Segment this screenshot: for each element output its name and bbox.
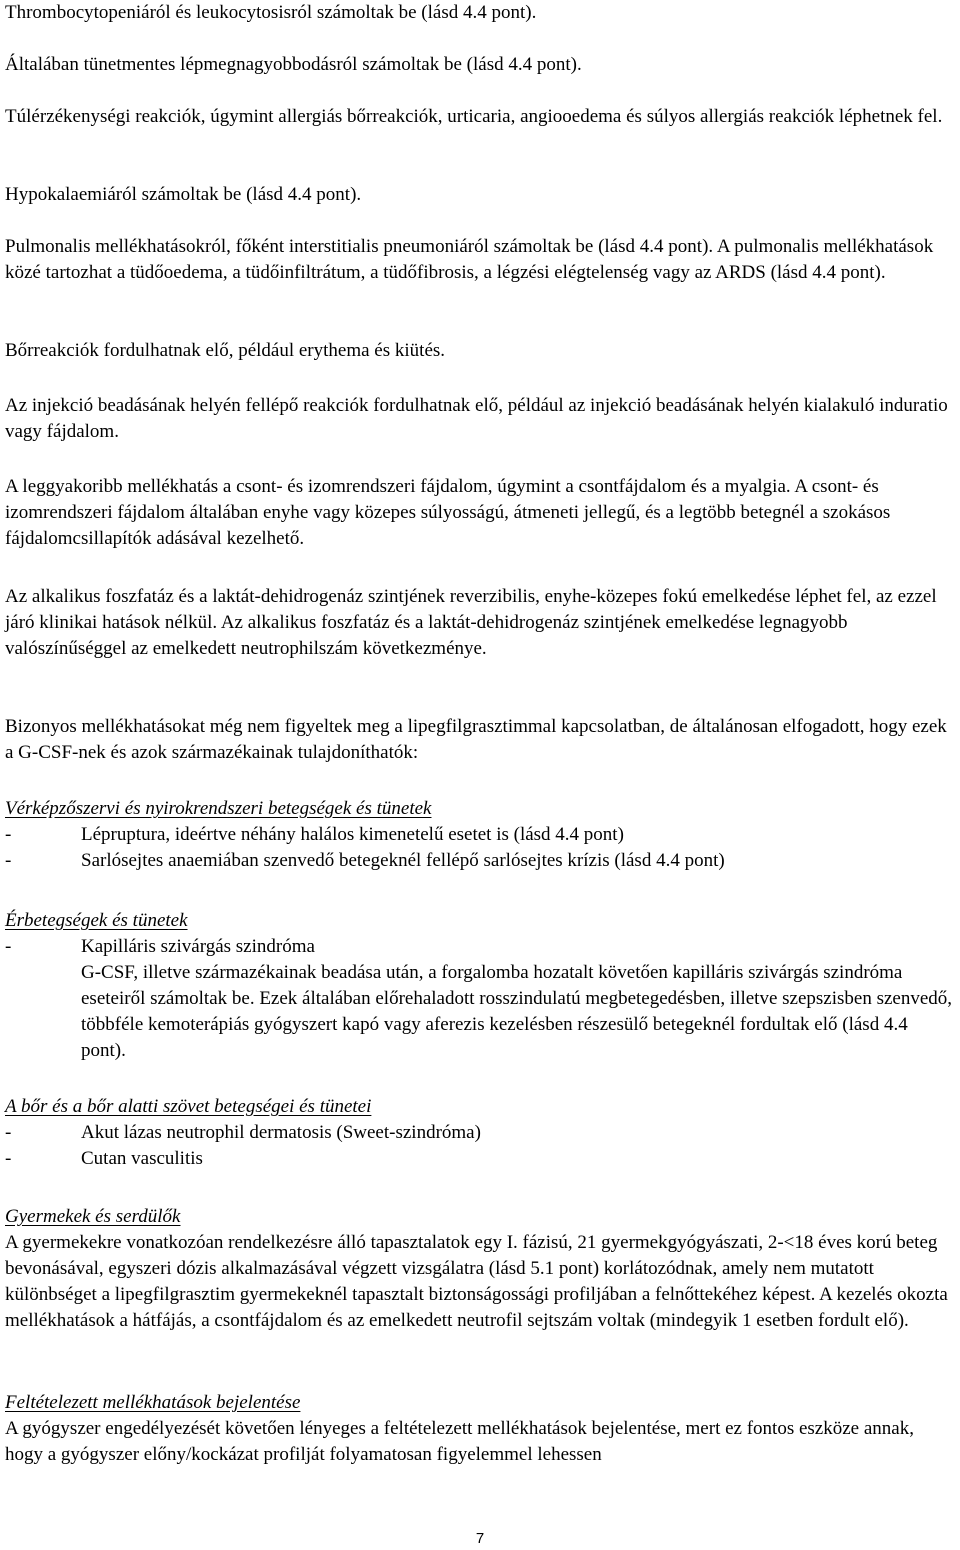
section-heading-reporting: Feltételezett mellékhatások bejelentése (5, 1392, 301, 1413)
section-heading-skin: A bőr és a bőr alatti szövet betegségei és tünetei (5, 1096, 372, 1117)
list-item (5, 822, 955, 848)
paragraph-musculoskeletal: A leggyakoribb mellékhatás a csont- és izomrendszeri fájdalom, úgymint a csontfájdalom és a myalgia. A csont- és izomrendszeri fájdalom általában enyhe vagy közepes súlyosságú, átmeneti jellegű, és a legtöbb betegnél a szokásos fájdalomcsillapítók adásával kezelhető. (5, 476, 891, 549)
paragraph-hypokalaemia: Hypokalaemiáról számoltak be (lásd 4.4 pont). (5, 184, 362, 205)
list-item-text: Lépruptura, ideértve néhány halálos kimenetelű esetet is (lásd 4.4 pont) (81, 824, 624, 845)
bullet-dash: - (5, 850, 12, 871)
paragraph-gcsf-effects: Bizonyos mellékhatásokat még nem figyeltek meg a lipegfilgrasztimmal kapcsolatban, de általánosan elfogadott, hogy ezek a G-CSF-nek és azok származékainak tulajdoníthatók: (5, 716, 947, 763)
paragraph-injection-site: Az injekció beadásának helyén fellépő reakciók fordulhatnak elő, például az injekció beadásának helyén kialakuló induratio vagy fájdalom. (5, 395, 948, 442)
section-heading-blood: Vérképzőszervi és nyirokrendszeri betegségek és tünetek (5, 798, 432, 819)
list-item (5, 1146, 955, 1172)
list-item (5, 1120, 955, 1146)
list-item (5, 934, 955, 960)
list-item (5, 848, 955, 874)
paragraph-pulmonary: Pulmonalis mellékhatásokról, főként interstitialis pneumoniáról számoltak be (lásd 4.4 pont). A pulmonalis mellékhatások közé tartozhat a tüdőoedema, a tüdőinfiltrátum, a tüdőfibrosis, a légzési elégtelenség vagy az ARDS (lásd 4.4 pont). (5, 236, 934, 283)
list-item-text: Akut lázas neutrophil dermatosis (Sweet-szindróma) (81, 1122, 481, 1143)
paragraph-hypersensitivity: Túlérzékenységi reakciók, úgymint allergiás bőrreakciók, urticaria, angiooedema és súlyos allergiás reakciók léphetnek fel. (5, 106, 943, 127)
paragraph-splenomegaly: Általában tünetmentes lépmegnagyobbodásról számoltak be (lásd 4.4 pont). (5, 54, 582, 75)
paragraph-reporting: A gyógyszer engedélyezését követően lényeges a feltételezett mellékhatások bejelentése, mert ez fontos eszköze annak, hogy a gyógyszer előny/kockázat profilját folyamatosan figyelemmel lehessen (5, 1418, 914, 1465)
page-number: 7 (475, 1530, 485, 1547)
bullet-dash: - (5, 824, 12, 845)
paragraph-skin-reactions: Bőrreakciók fordulhatnak elő, például erythema és kiütés. (5, 340, 446, 361)
bullet-dash: - (5, 936, 12, 957)
bullet-dash: - (5, 1148, 12, 1169)
paragraph-alkaline-phosphatase: Az alkalikus foszfatáz és a laktát-dehidrogenáz szintjének reverzibilis, enyhe-közepes fokú emelkedése léphet fel, az ezzel járó klinikai hatások nélkül. Az alkalikus foszfatáz és a laktát-dehidrogenáz szintjének emelkedése legnagyobb valószínűséggel az emelkedett neutrophilszám következménye. (5, 586, 937, 659)
bullet-dash: - (5, 1122, 12, 1143)
list-item-text: Kapilláris szivárgás szindróma (81, 936, 315, 957)
list-item-text: Sarlósejtes anaemiában szenvedő betegeknél fellépő sarlósejtes krízis (lásd 4.4 pont) (81, 850, 725, 871)
list-item-text: Cutan vasculitis (81, 1148, 203, 1169)
section-heading-pediatric: Gyermekek és serdülők (5, 1206, 181, 1227)
paragraph-pediatric: A gyermekekre vonatkozóan rendelkezésre álló tapasztalatok egy I. fázisú, 21 gyermekgyógyászati, 2-<18 éves korú beteg bevonásával, egyszeri dózis alkalmazásával végzett vizsgálatra (lásd 5.1 pont) korlátozódnak, amely nem mutatott különbséget a lipegfilgrasztim gyermekeknél tapasztalt biztonságossági profiljában a felnőttekéhez képest. A kezelés okozta mellékhatások a hátfájás, a csontfájdalom és az emelkedett neutrofil sejtszám voltak (mindegyik 1 esetben fordult elő). (5, 1232, 948, 1331)
section-heading-vascular: Érbetegségek és tünetek (5, 910, 188, 931)
paragraph-thrombocytopenia: Thrombocytopeniáról és leukocytosisról számoltak be (lásd 4.4 pont). (5, 2, 537, 23)
capillary-leak-detail: G-CSF, illetve származékainak beadása után, a forgalomba hozatalt követően kapilláris szivárgás szindróma eseteiről számoltak be. Ezek általában előrehaladott rosszindulatú megbetegedésben, illetve szepszisben szenvedő, többféle kemoterápiás gyógyszert kapó vagy aferezis kezelésben részesülő betegeknél fordultak elő (lásd 4.4 pont). (81, 962, 953, 1061)
